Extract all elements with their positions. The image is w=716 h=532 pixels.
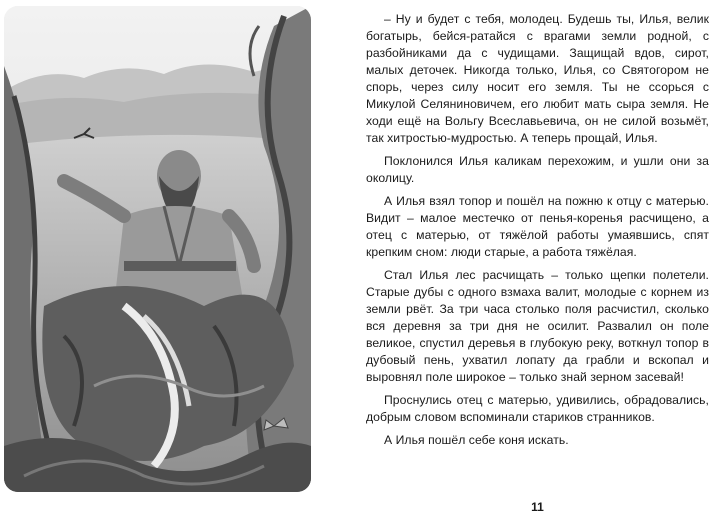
paragraph: А Илья пошёл себе коня искать. xyxy=(384,433,569,447)
paragraph: – Ну и будет с тебя, молодец. Будешь ты, Илья, велик богатырь, бейся-ратайся с врагами земли родной, с разбойниками да с чудищами. Защищай вдов, сирот, малых деточек. Никогда только, Илья, со Святогором не спорь, через силу носит его земля. Ты не ссорься с Микулой Селяниновичем, его любит мать сыра земля. Не ходи ещё на Вольгу Всеславьевича, он не силой возьмёт, так хитростью-мудростью. А теперь прощай, Илья. xyxy=(366,12,709,145)
footer xyxy=(366,0,709,532)
illustration-drawing xyxy=(4,6,311,492)
illustration-ilya-clearing-forest xyxy=(4,6,311,492)
paragraph: Проснулись отец с матерью, удивились, обрадовались, добрым словом вспоминали стариков странников. xyxy=(366,393,709,424)
paragraph: А Илья взял топор и пошёл на пожню к отцу с матерью. Видит – малое местечко от пенья-коренья расчищено, а отец с матерью, от тяжёлой работы умаявшись, спят крепким сном: люди старые, а работа тяжёлая. xyxy=(366,194,709,259)
paragraph: Стал Илья лес расчищать – только щепки полетели. Старые дубы с одного взмаха валит, молодые с корнем из земли рвёт. За три часа столько поля расчистил, сколько вся деревня за три дня не осилит. Развалил он поле великое, спустил деревья в глубокую реку, воткнул топор в дубовый пень, ухватил лопату да грабли и вскопал и выровнял поле широкое – только знай зерном засевай! xyxy=(366,268,709,384)
paragraph: Поклонился Илья каликам перехожим, и ушли они за околицу. xyxy=(366,154,709,185)
page-number: 11 xyxy=(531,500,544,514)
